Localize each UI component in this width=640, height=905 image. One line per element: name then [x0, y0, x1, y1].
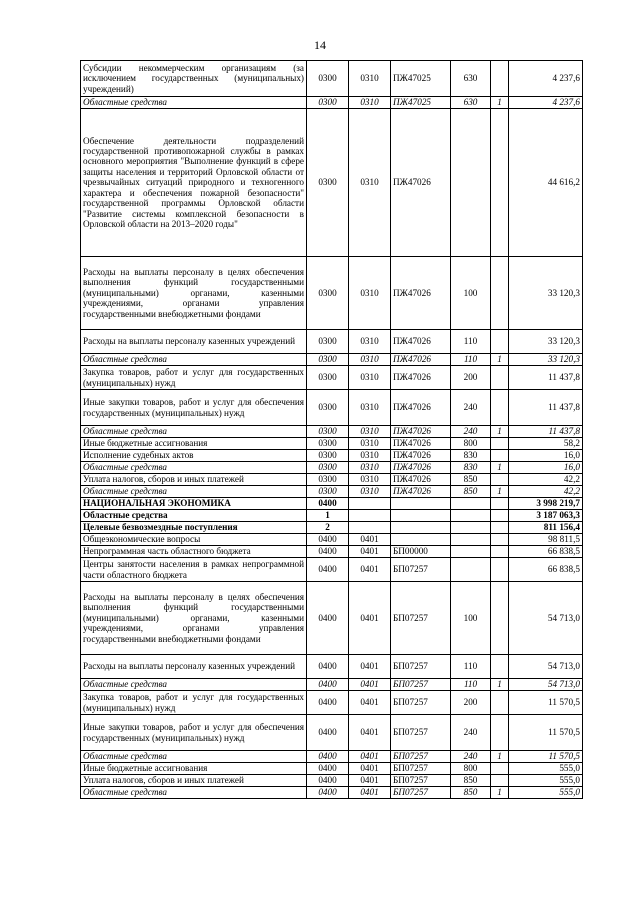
- subsection-code-cell: 0310: [349, 109, 391, 257]
- target-article-cell: [391, 534, 451, 546]
- subsection-code-cell: 0310: [349, 462, 391, 474]
- row-name-cell: Центры занятости населения в рамках непрограммной части областного бюджета: [81, 558, 307, 582]
- row-name-cell: Областные средства: [81, 787, 307, 799]
- section-code-cell: 0400: [307, 763, 349, 775]
- row-name-cell: Областные средства: [81, 510, 307, 522]
- table-row: [81, 691, 583, 715]
- target-article-cell: ПЖ47026: [391, 109, 451, 257]
- funding-source-cell: [491, 522, 509, 534]
- target-article-cell: ПЖ47026: [391, 462, 451, 474]
- amount-cell: 33 120,3: [509, 354, 583, 366]
- amount-cell: 33 120,3: [509, 257, 583, 330]
- target-article-cell: БП07257: [391, 787, 451, 799]
- row-name-cell: Исполнение судебных актов: [81, 450, 307, 462]
- funding-source-cell: [491, 510, 509, 522]
- subsection-code-cell: 0401: [349, 679, 391, 691]
- amount-cell: 3 998 219,7: [509, 498, 583, 510]
- table-row: [81, 522, 583, 534]
- expense-type-cell: 850: [451, 474, 491, 486]
- amount-cell: 42,2: [509, 486, 583, 498]
- table-row: [81, 679, 583, 691]
- row-name-cell: Иные бюджетные ассигнования: [81, 763, 307, 775]
- target-article-cell: [391, 522, 451, 534]
- amount-cell: 555,0: [509, 763, 583, 775]
- section-code-cell: 0400: [307, 679, 349, 691]
- expense-type-cell: 110: [451, 354, 491, 366]
- funding-source-cell: [491, 691, 509, 715]
- table-row: [81, 715, 583, 751]
- funding-source-cell: [491, 582, 509, 655]
- funding-source-cell: [491, 366, 509, 390]
- target-article-cell: ПЖ47026: [391, 474, 451, 486]
- row-name-cell: Уплата налогов, сборов и иных платежей: [81, 775, 307, 787]
- target-article-cell: БП07257: [391, 558, 451, 582]
- funding-source-cell: 1: [491, 97, 509, 109]
- funding-source-cell: [491, 330, 509, 354]
- funding-source-cell: 1: [491, 462, 509, 474]
- amount-cell: 16,0: [509, 450, 583, 462]
- section-code-cell: 0400: [307, 534, 349, 546]
- amount-cell: 66 838,5: [509, 558, 583, 582]
- target-article-cell: БП07257: [391, 751, 451, 763]
- row-name-cell: Расходы на выплаты персоналу в целях обеспечения выполнения функций государственными (муниципальными) органами, казенными учреждениями, органами управления государственными внебюджетными фондами: [81, 582, 307, 655]
- amount-cell: 44 616,2: [509, 109, 583, 257]
- row-name-cell: Общеэкономические вопросы: [81, 534, 307, 546]
- expense-type-cell: 630: [451, 97, 491, 109]
- table-row: [81, 510, 583, 522]
- amount-cell: 11 570,5: [509, 751, 583, 763]
- expense-type-cell: 850: [451, 775, 491, 787]
- amount-cell: 11 570,5: [509, 691, 583, 715]
- subsection-code-cell: 0310: [349, 61, 391, 97]
- row-name-cell: Иные закупки товаров, работ и услуг для обеспечения государственных (муниципальных) нужд: [81, 715, 307, 751]
- section-code-cell: 0300: [307, 462, 349, 474]
- table-row: [81, 366, 583, 390]
- amount-cell: 66 838,5: [509, 546, 583, 558]
- subsection-code-cell: 0401: [349, 715, 391, 751]
- expense-type-cell: 240: [451, 751, 491, 763]
- table-row: [81, 558, 583, 582]
- section-code-cell: 0400: [307, 582, 349, 655]
- row-name-cell: Областные средства: [81, 679, 307, 691]
- subsection-code-cell: 0310: [349, 354, 391, 366]
- funding-source-cell: [491, 775, 509, 787]
- subsection-code-cell: 0401: [349, 582, 391, 655]
- expense-type-cell: [451, 534, 491, 546]
- target-article-cell: ПЖ47026: [391, 330, 451, 354]
- target-article-cell: ПЖ47026: [391, 426, 451, 438]
- table-row: [81, 763, 583, 775]
- table-row: [81, 257, 583, 330]
- target-article-cell: ПЖ47026: [391, 257, 451, 330]
- funding-source-cell: [491, 390, 509, 426]
- subsection-code-cell: 0310: [349, 474, 391, 486]
- table-row: [81, 474, 583, 486]
- target-article-cell: БП00000: [391, 546, 451, 558]
- budget-table: [80, 60, 583, 799]
- section-code-cell: 0300: [307, 354, 349, 366]
- row-name-cell: Уплата налогов, сборов и иных платежей: [81, 474, 307, 486]
- expense-type-cell: [451, 522, 491, 534]
- table-row: [81, 426, 583, 438]
- row-name-cell: Расходы на выплаты персоналу казенных учреждений: [81, 330, 307, 354]
- amount-cell: 555,0: [509, 787, 583, 799]
- subsection-code-cell: 0401: [349, 787, 391, 799]
- table-row: [81, 498, 583, 510]
- row-name-cell: Областные средства: [81, 97, 307, 109]
- subsection-code-cell: 0401: [349, 691, 391, 715]
- target-article-cell: БП07257: [391, 679, 451, 691]
- amount-cell: 555,0: [509, 775, 583, 787]
- target-article-cell: БП07257: [391, 763, 451, 775]
- target-article-cell: [391, 510, 451, 522]
- subsection-code-cell: 0401: [349, 763, 391, 775]
- table-body: [81, 61, 583, 799]
- expense-type-cell: [451, 510, 491, 522]
- subsection-code-cell: 0401: [349, 751, 391, 763]
- table-row: [81, 450, 583, 462]
- expense-type-cell: 110: [451, 655, 491, 679]
- table-row: [81, 534, 583, 546]
- funding-source-cell: [491, 109, 509, 257]
- row-name-cell: Областные средства: [81, 354, 307, 366]
- subsection-code-cell: 0310: [349, 330, 391, 354]
- table-row: [81, 354, 583, 366]
- funding-source-cell: [491, 498, 509, 510]
- row-name-cell: Областные средства: [81, 751, 307, 763]
- amount-cell: 54 713,0: [509, 679, 583, 691]
- section-code-cell: 0400: [307, 775, 349, 787]
- expense-type-cell: 830: [451, 450, 491, 462]
- section-code-cell: 0300: [307, 257, 349, 330]
- funding-source-cell: 1: [491, 787, 509, 799]
- expense-type-cell: 240: [451, 426, 491, 438]
- target-article-cell: ПЖ47025: [391, 61, 451, 97]
- expense-type-cell: 200: [451, 691, 491, 715]
- row-name-cell: Обеспечение деятельности подразделений государственной противопожарной службы в рамках основного мероприятия "Выполнение функций в сфере защиты населения и территорий Орловской области от чрезвычайных ситуаций природного и техногенного характера и обеспечения пожарной безопасности" государственной программы Орловской области "Развитие системы комплексной безопасности в Орловской области на 2013–2020 годы": [81, 109, 307, 257]
- amount-cell: 11 437,8: [509, 426, 583, 438]
- table-row: [81, 438, 583, 450]
- row-name-cell: Расходы на выплаты персоналу казенных учреждений: [81, 655, 307, 679]
- section-code-cell: 0400: [307, 715, 349, 751]
- amount-cell: 16,0: [509, 462, 583, 474]
- subsection-code-cell: 0310: [349, 450, 391, 462]
- subsection-code-cell: 0310: [349, 97, 391, 109]
- expense-type-cell: 800: [451, 763, 491, 775]
- subsection-code-cell: 0310: [349, 366, 391, 390]
- section-code-cell: 0400: [307, 655, 349, 679]
- section-code-cell: 0300: [307, 366, 349, 390]
- row-name-cell: Закупка товаров, работ и услуг для государственных (муниципальных) нужд: [81, 366, 307, 390]
- row-name-cell: Закупка товаров, работ и услуг для государственных (муниципальных) нужд: [81, 691, 307, 715]
- section-code-cell: 0300: [307, 109, 349, 257]
- target-article-cell: БП07257: [391, 775, 451, 787]
- section-code-cell: 0400: [307, 691, 349, 715]
- row-name-cell: НАЦИОНАЛЬНАЯ ЭКОНОМИКА: [81, 498, 307, 510]
- funding-source-cell: [491, 474, 509, 486]
- row-name-cell: Иные бюджетные ассигнования: [81, 438, 307, 450]
- amount-cell: 33 120,3: [509, 330, 583, 354]
- funding-source-cell: 1: [491, 354, 509, 366]
- amount-cell: 42,2: [509, 474, 583, 486]
- subsection-code-cell: 0401: [349, 546, 391, 558]
- expense-type-cell: 630: [451, 61, 491, 97]
- table-row: [81, 390, 583, 426]
- target-article-cell: БП07257: [391, 582, 451, 655]
- subsection-code-cell: 0310: [349, 438, 391, 450]
- funding-source-cell: [491, 763, 509, 775]
- table-row: [81, 775, 583, 787]
- expense-type-cell: 240: [451, 390, 491, 426]
- subsection-code-cell: 0310: [349, 486, 391, 498]
- section-code-cell: 0400: [307, 498, 349, 510]
- expense-type-cell: 100: [451, 257, 491, 330]
- amount-cell: 3 187 063,3: [509, 510, 583, 522]
- expense-type-cell: [451, 109, 491, 257]
- amount-cell: 54 713,0: [509, 655, 583, 679]
- expense-type-cell: 850: [451, 486, 491, 498]
- section-code-cell: 0300: [307, 97, 349, 109]
- amount-cell: 4 237,6: [509, 97, 583, 109]
- funding-source-cell: 1: [491, 679, 509, 691]
- target-article-cell: БП07257: [391, 715, 451, 751]
- target-article-cell: ПЖ47025: [391, 97, 451, 109]
- funding-source-cell: [491, 61, 509, 97]
- expense-type-cell: 240: [451, 715, 491, 751]
- subsection-code-cell: [349, 522, 391, 534]
- section-code-cell: 0400: [307, 558, 349, 582]
- section-code-cell: 0300: [307, 438, 349, 450]
- table-row: [81, 582, 583, 655]
- table-row: [81, 546, 583, 558]
- amount-cell: 98 811,5: [509, 534, 583, 546]
- row-name-cell: Непрограммная часть областного бюджета: [81, 546, 307, 558]
- amount-cell: 4 237,6: [509, 61, 583, 97]
- funding-source-cell: 1: [491, 751, 509, 763]
- funding-source-cell: [491, 558, 509, 582]
- target-article-cell: ПЖ47026: [391, 390, 451, 426]
- subsection-code-cell: 0401: [349, 655, 391, 679]
- subsection-code-cell: [349, 510, 391, 522]
- expense-type-cell: [451, 498, 491, 510]
- subsection-code-cell: 0310: [349, 390, 391, 426]
- funding-source-cell: [491, 534, 509, 546]
- target-article-cell: ПЖ47026: [391, 354, 451, 366]
- table-row: [81, 787, 583, 799]
- expense-type-cell: [451, 546, 491, 558]
- section-code-cell: 0300: [307, 330, 349, 354]
- funding-source-cell: [491, 257, 509, 330]
- target-article-cell: [391, 498, 451, 510]
- table-row: [81, 751, 583, 763]
- expense-type-cell: 850: [451, 787, 491, 799]
- table-row: [81, 97, 583, 109]
- funding-source-cell: [491, 546, 509, 558]
- table-row: [81, 109, 583, 257]
- funding-source-cell: [491, 450, 509, 462]
- row-name-cell: Областные средства: [81, 462, 307, 474]
- table-row: [81, 462, 583, 474]
- table-row: [81, 61, 583, 97]
- section-code-cell: 0400: [307, 751, 349, 763]
- amount-cell: 58,2: [509, 438, 583, 450]
- funding-source-cell: 1: [491, 426, 509, 438]
- subsection-code-cell: 0401: [349, 558, 391, 582]
- page-number: 14: [314, 38, 326, 52]
- table-row: [81, 655, 583, 679]
- funding-source-cell: [491, 715, 509, 751]
- subsection-code-cell: 0310: [349, 257, 391, 330]
- expense-type-cell: 100: [451, 582, 491, 655]
- expense-type-cell: 830: [451, 462, 491, 474]
- subsection-code-cell: 0310: [349, 426, 391, 438]
- target-article-cell: БП07257: [391, 691, 451, 715]
- funding-source-cell: [491, 438, 509, 450]
- section-code-cell: 0300: [307, 450, 349, 462]
- expense-type-cell: 200: [451, 366, 491, 390]
- row-name-cell: Иные закупки товаров, работ и услуг для обеспечения государственных (муниципальных) нужд: [81, 390, 307, 426]
- subsection-code-cell: [349, 498, 391, 510]
- section-code-cell: 2: [307, 522, 349, 534]
- expense-type-cell: 110: [451, 330, 491, 354]
- expense-type-cell: [451, 558, 491, 582]
- section-code-cell: 0300: [307, 486, 349, 498]
- amount-cell: 11 437,8: [509, 366, 583, 390]
- funding-source-cell: 1: [491, 486, 509, 498]
- target-article-cell: ПЖ47026: [391, 486, 451, 498]
- section-code-cell: 0300: [307, 390, 349, 426]
- amount-cell: 11 437,8: [509, 390, 583, 426]
- amount-cell: 54 713,0: [509, 582, 583, 655]
- expense-type-cell: 800: [451, 438, 491, 450]
- section-code-cell: 0400: [307, 546, 349, 558]
- row-name-cell: Субсидии некоммерческим организациям (за исключением государственных (муниципальных) учреждений): [81, 61, 307, 97]
- amount-cell: 811 156,4: [509, 522, 583, 534]
- row-name-cell: Областные средства: [81, 426, 307, 438]
- target-article-cell: ПЖ47026: [391, 366, 451, 390]
- row-name-cell: Расходы на выплаты персоналу в целях обеспечения выполнения функций государственными (муниципальными) органами, казенными учреждениями, органами управления государственными внебюджетными фондами: [81, 257, 307, 330]
- amount-cell: 11 570,5: [509, 715, 583, 751]
- subsection-code-cell: 0401: [349, 534, 391, 546]
- target-article-cell: ПЖ47026: [391, 450, 451, 462]
- section-code-cell: 0300: [307, 426, 349, 438]
- row-name-cell: Областные средства: [81, 486, 307, 498]
- table-row: [81, 486, 583, 498]
- table-row: [81, 330, 583, 354]
- expense-type-cell: 110: [451, 679, 491, 691]
- target-article-cell: БП07257: [391, 655, 451, 679]
- section-code-cell: 0300: [307, 474, 349, 486]
- row-name-cell: Целевые безвозмездные поступления: [81, 522, 307, 534]
- funding-source-cell: [491, 655, 509, 679]
- subsection-code-cell: 0401: [349, 775, 391, 787]
- section-code-cell: 0400: [307, 787, 349, 799]
- section-code-cell: 0300: [307, 61, 349, 97]
- target-article-cell: ПЖ47026: [391, 438, 451, 450]
- section-code-cell: 1: [307, 510, 349, 522]
